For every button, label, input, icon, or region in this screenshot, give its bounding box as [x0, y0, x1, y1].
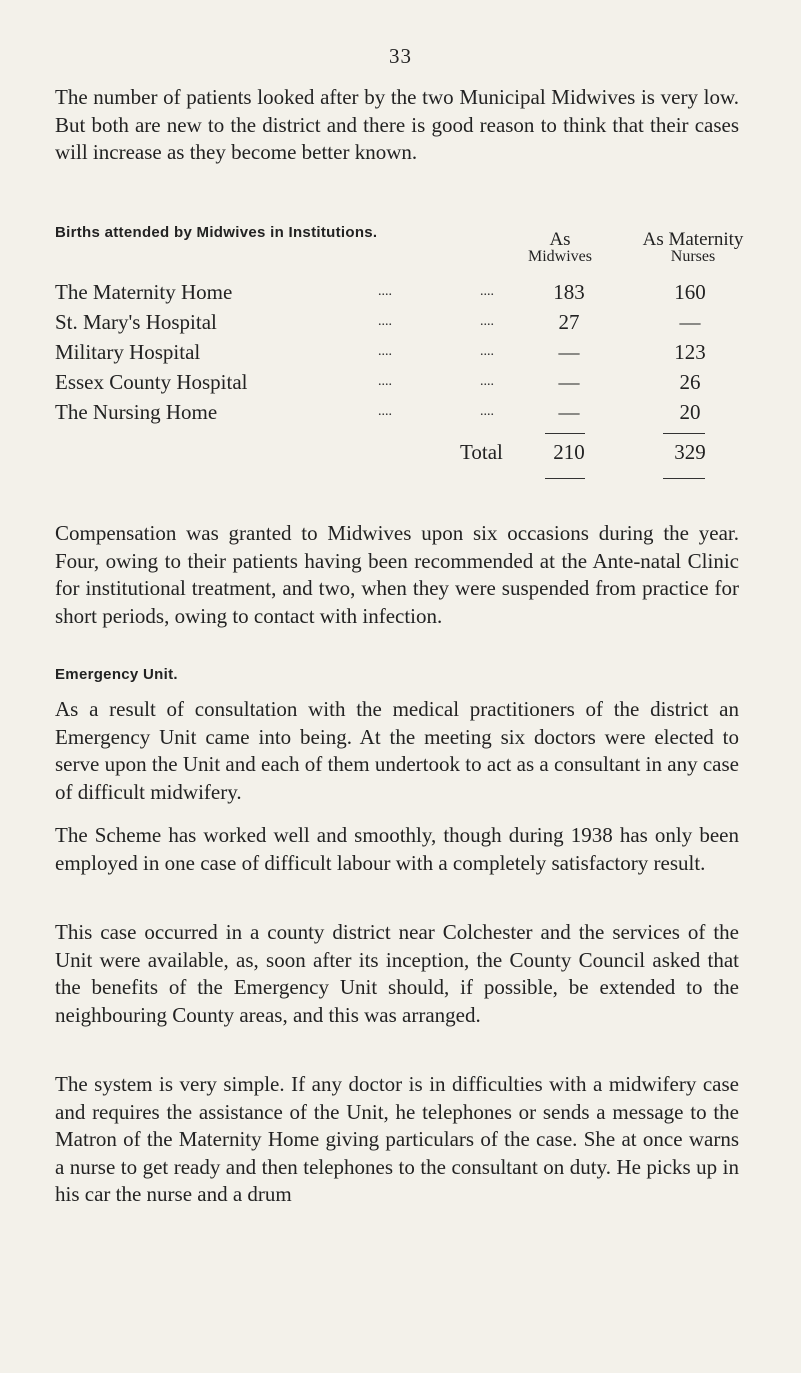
maternity-sum-rule-bottom [663, 478, 705, 479]
intro-paragraph: The number of patients looked after by the two Municipal Midwives is very low. But both are new to the district and there is good reason to think that their cases will increase as they become better known. [55, 85, 739, 164]
emergency-paragraph-2: The Scheme has worked well and smoothly, though during 1938 has only been employed in one case of difficult labour with a completely satisfactory result. [55, 823, 739, 875]
row-maternity-value: 123 [674, 340, 706, 364]
row-name: St. Mary's Hospital [55, 310, 217, 334]
row-midwives-value: — [558, 340, 580, 364]
row-leader-dots: .... [480, 344, 494, 359]
table-row [55, 370, 745, 396]
col-header-maternity-nurses [628, 231, 758, 265]
page-number: 33 [389, 44, 412, 68]
row-leader-dots: .... [480, 284, 494, 299]
col-header-midwives-line1: As [549, 229, 571, 250]
total-label: Total [460, 440, 503, 464]
col-header-midwives-line2: Midwives [528, 248, 592, 265]
row-name: Essex County Hospital [55, 370, 248, 394]
table-total-row [55, 440, 745, 466]
total-midwives-value: 210 [553, 440, 585, 464]
row-midwives-value: — [558, 400, 580, 424]
row-midwives-value: — [558, 370, 580, 394]
row-leader-dots: .... [480, 314, 494, 329]
compensation-paragraph: Compensation was granted to Midwives upon six occasions during the year. Four, owing to their patients having been recommended at the Ante-natal Clinic for institutional treatment, and two, when they were suspended from practice for short periods, owing to contact with infection. [55, 521, 739, 628]
row-maternity-value: 160 [674, 280, 706, 304]
col-header-midwives [510, 231, 610, 265]
table-row [55, 340, 745, 366]
row-leader-dots: .... [378, 374, 392, 389]
row-name: The Nursing Home [55, 400, 218, 424]
midwives-sum-rule-top [545, 433, 585, 434]
row-maternity-value: — [679, 310, 701, 334]
row-leader-dots: .... [378, 344, 392, 359]
total-maternity-value: 329 [674, 440, 706, 464]
col-header-maternity-line2: Nurses [670, 248, 716, 265]
births-table-title: Births attended by Midwives in Institutions. [55, 224, 378, 241]
col-header-maternity-line1: As Maternity [642, 229, 744, 250]
row-name: Military Hospital [55, 340, 201, 364]
row-midwives-value: 27 [558, 310, 580, 334]
row-maternity-value: 26 [679, 370, 701, 394]
row-leader-dots: .... [378, 284, 392, 299]
emergency-paragraph-3: This case occurred in a county district near Colchester and the services of the Unit were available, as, soon after its inception, the County Council asked that the benefits of the Emergency Unit should, if possible, be extended to the neighbouring County areas, and this was arranged. [55, 920, 739, 1027]
emergency-paragraph-4: The system is very simple. If any doctor is in difficulties with a midwifery case and requires the assistance of the Unit, he telephones or sends a message to the Matron of the Maternity Home giving particulars of the case. She at once warns a nurse to get ready and then telephones to the consultant on duty. He picks up in his car the nurse and a drum [55, 1072, 739, 1206]
maternity-sum-rule-top [663, 433, 705, 434]
row-midwives-value: 183 [553, 280, 585, 304]
emergency-unit-heading: Emergency Unit. [55, 666, 178, 683]
row-leader-dots: .... [378, 404, 392, 419]
table-row [55, 310, 745, 336]
row-maternity-value: 20 [679, 400, 701, 424]
row-name: The Maternity Home [55, 280, 233, 304]
midwives-sum-rule-bottom [545, 478, 585, 479]
row-leader-dots: .... [480, 374, 494, 389]
row-leader-dots: .... [378, 314, 392, 329]
table-row [55, 400, 745, 426]
emergency-paragraph-1: As a result of consultation with the medical practitioners of the district an Emergency Unit came into being. At the meeting six doctors were elected to serve upon the Unit and each of them undertook to act as a consultant in any case of difficult midwifery. [55, 697, 739, 804]
table-row [55, 280, 745, 306]
row-leader-dots: .... [480, 404, 494, 419]
